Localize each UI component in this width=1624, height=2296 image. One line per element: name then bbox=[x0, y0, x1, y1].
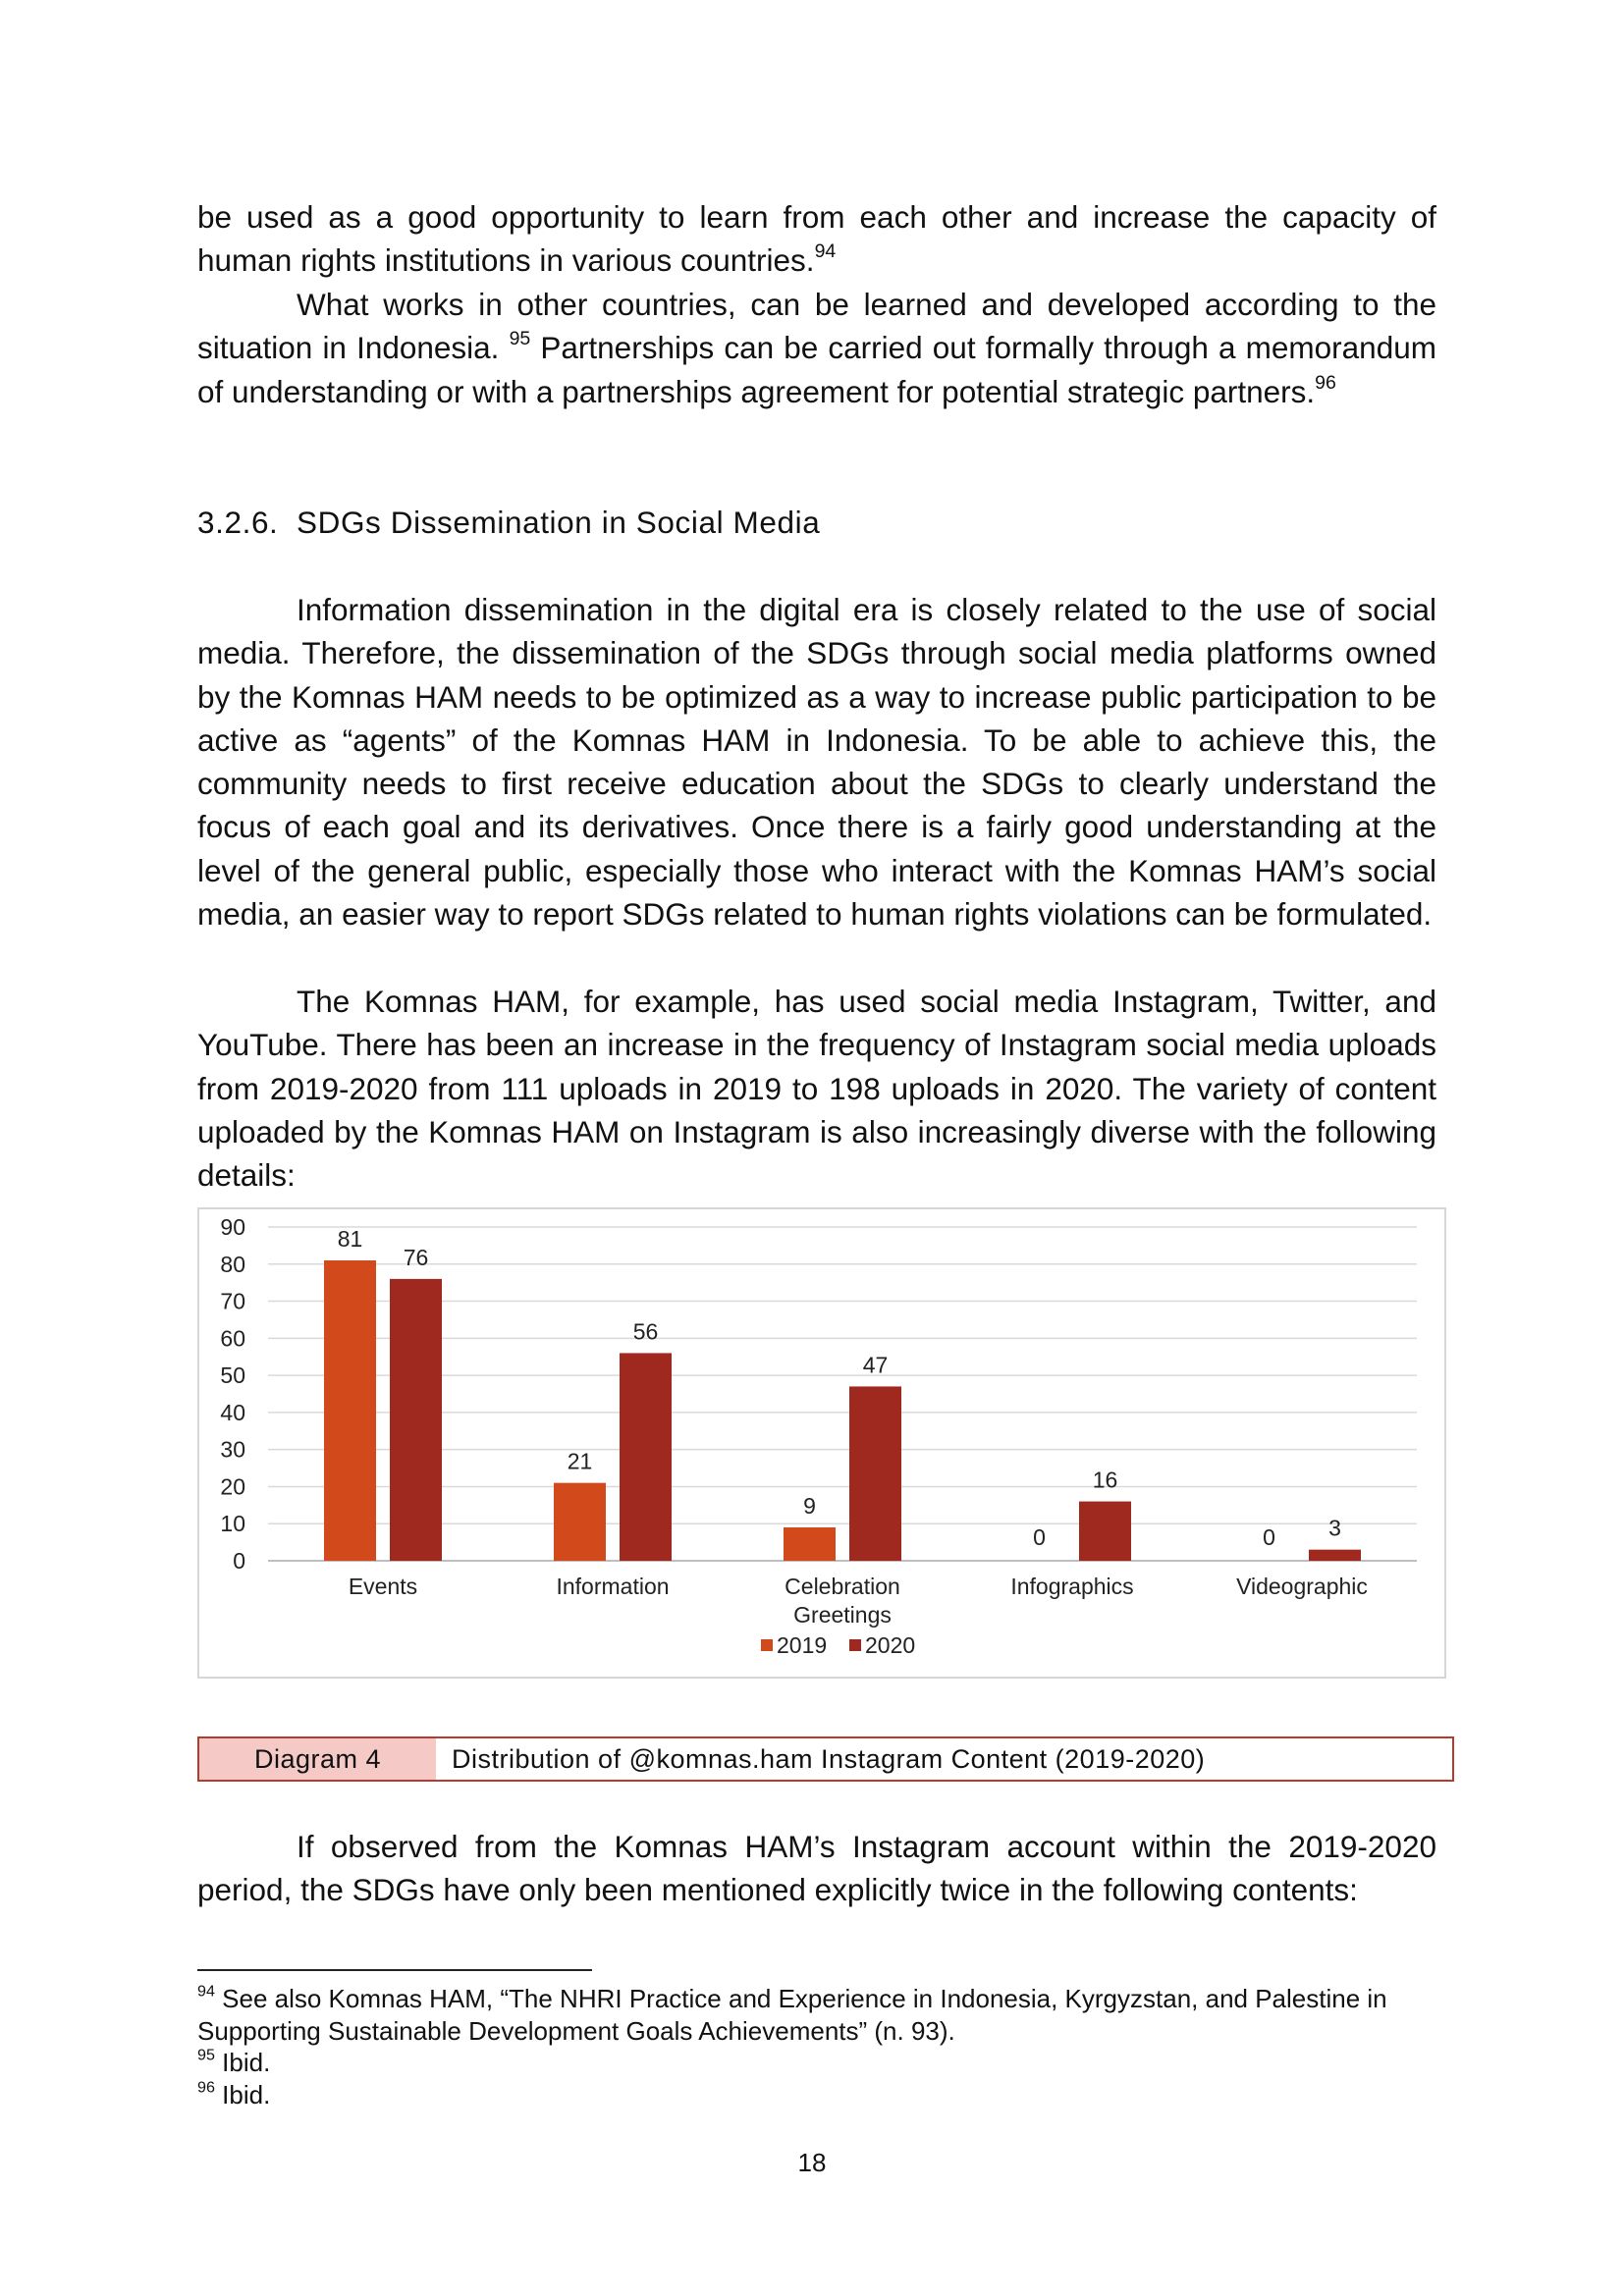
bar-2019-0 bbox=[324, 1260, 376, 1561]
footnote-96 bbox=[197, 2079, 1436, 2111]
section-heading bbox=[197, 501, 820, 544]
bar-2020-4 bbox=[1309, 1550, 1361, 1561]
section-title: SDGs Dissemination in Social Media bbox=[297, 505, 821, 540]
section-number: 3.2.6. bbox=[197, 505, 279, 540]
x-tick-label: Greetings bbox=[793, 1602, 892, 1628]
paragraph-2-text-b: Partnerships can be carried out formally through a memorandum of understanding or with a partnerships agreement for potential strategic partners. bbox=[197, 330, 1436, 409]
footnote-ref-94[interactable]: 94 bbox=[814, 240, 837, 263]
data-label: 0 bbox=[1033, 1524, 1046, 1550]
footnote-text: Ibid. bbox=[214, 2079, 271, 2109]
footnote-ref-96[interactable]: 96 bbox=[1315, 371, 1336, 394]
x-tick-label: Videographic bbox=[1236, 1574, 1368, 1599]
data-label: 56 bbox=[632, 1318, 659, 1345]
y-tick-label: 80 bbox=[220, 1251, 245, 1277]
y-tick-label: 10 bbox=[220, 1511, 245, 1537]
paragraph-2-text-a: What works in other countries, can be learned and developed according to the situation in Indonesia. bbox=[197, 287, 1436, 366]
footnote-94 bbox=[197, 1983, 1436, 2047]
footnote-text: See also Komnas HAM, “The NHRI Practice and Experience in Indonesia, Kyrgyzstan, and Palestine in Supporting Sustainable Development Goals Achievements” (n. 93). bbox=[197, 1984, 1387, 2046]
caption-text: Distribution of @komnas.ham Instagram Content (2019-2020) bbox=[452, 1743, 1206, 1774]
data-label: 3 bbox=[1328, 1515, 1341, 1541]
footnote-ref-95[interactable]: 95 bbox=[509, 328, 531, 350]
data-label: 16 bbox=[1092, 1467, 1118, 1493]
footnote-number: 94 bbox=[197, 1982, 215, 2001]
paragraph-1 bbox=[197, 195, 1436, 283]
legend-swatch bbox=[761, 1639, 773, 1651]
footnote-number: 96 bbox=[197, 2077, 215, 2096]
bar-2020-0 bbox=[390, 1279, 442, 1561]
bar-2020-1 bbox=[620, 1353, 672, 1561]
footnote-95 bbox=[197, 2047, 1436, 2079]
bar-2019-2 bbox=[784, 1527, 836, 1561]
data-label: 76 bbox=[403, 1244, 429, 1270]
x-tick-label: Celebration bbox=[785, 1574, 900, 1599]
y-tick-label: 70 bbox=[220, 1288, 245, 1314]
data-label: 81 bbox=[337, 1226, 363, 1252]
y-tick-label: 30 bbox=[220, 1436, 245, 1463]
y-tick-label: 50 bbox=[220, 1362, 245, 1389]
bar-chart bbox=[197, 1207, 1446, 1679]
y-tick-label: 0 bbox=[233, 1548, 245, 1574]
paragraph-2 bbox=[197, 283, 1436, 413]
footnotes bbox=[197, 1983, 1436, 2110]
data-label: 0 bbox=[1263, 1524, 1275, 1550]
diagram-caption bbox=[197, 1736, 1454, 1782]
bar-2019-1 bbox=[554, 1483, 606, 1561]
bar-2020-2 bbox=[849, 1386, 901, 1561]
x-tick-label: Information bbox=[556, 1574, 670, 1599]
legend-swatch bbox=[849, 1639, 861, 1651]
y-tick-label: 60 bbox=[220, 1325, 245, 1352]
footnote-text: Ibid. bbox=[214, 2048, 271, 2077]
paragraph-5: If observed from the Komnas HAM’s Instagram account within the 2019-2020 period, the SDGs have only been mentioned explicitly twice in the following contents: bbox=[197, 1829, 1436, 1908]
data-label: 47 bbox=[862, 1352, 889, 1378]
x-tick-label: Infographics bbox=[1010, 1574, 1134, 1599]
y-tick-label: 40 bbox=[220, 1399, 245, 1425]
caption-label: Diagram 4 bbox=[199, 1738, 436, 1780]
bar-chart-svg bbox=[199, 1209, 1448, 1681]
footnote-separator bbox=[197, 1969, 592, 1971]
paragraph-3: Information dissemination in the digital era is closely related to the use of social media. Therefore, the dissemination of the SDGs through social media platforms owned by the Komnas HAM needs to be optimized as a way to increase public participation to be active as “agents” of the Komnas HAM in Indonesia. To be able to achieve this, the community needs to first receive education about the SDGs to clearly understand the focus of each goal and its derivatives. Once there is a fairly good understanding at the level of the general public, especially those who interact with the Komnas HAM’s social media, an easier way to report SDGs related to human rights violations can be formulated. bbox=[197, 592, 1436, 933]
paragraph-1-text: be used as a good opportunity to learn from each other and increase the capacity of human rights institutions in various countries. bbox=[197, 199, 1436, 279]
bar-2020-3 bbox=[1079, 1502, 1131, 1561]
page-number: 18 bbox=[797, 2148, 827, 2177]
data-label: 21 bbox=[567, 1448, 593, 1474]
y-tick-label: 90 bbox=[220, 1214, 245, 1240]
paragraph-4: The Komnas HAM, for example, has used social media Instagram, Twitter, and YouTube. There has been an increase in the frequency of Instagram social media uploads from 2019-2020 from 111 uploads in 2019 to 198 uploads in 2020. The variety of content uploaded by the Komnas HAM on Instagram is also increasingly diverse with the following details: bbox=[197, 984, 1436, 1194]
legend-label: 2020 bbox=[865, 1632, 916, 1658]
y-tick-label: 20 bbox=[220, 1473, 245, 1500]
footnote-number: 95 bbox=[197, 2046, 215, 2064]
data-label: 9 bbox=[803, 1493, 816, 1519]
legend-label: 2019 bbox=[777, 1632, 828, 1658]
x-tick-label: Events bbox=[348, 1574, 418, 1599]
